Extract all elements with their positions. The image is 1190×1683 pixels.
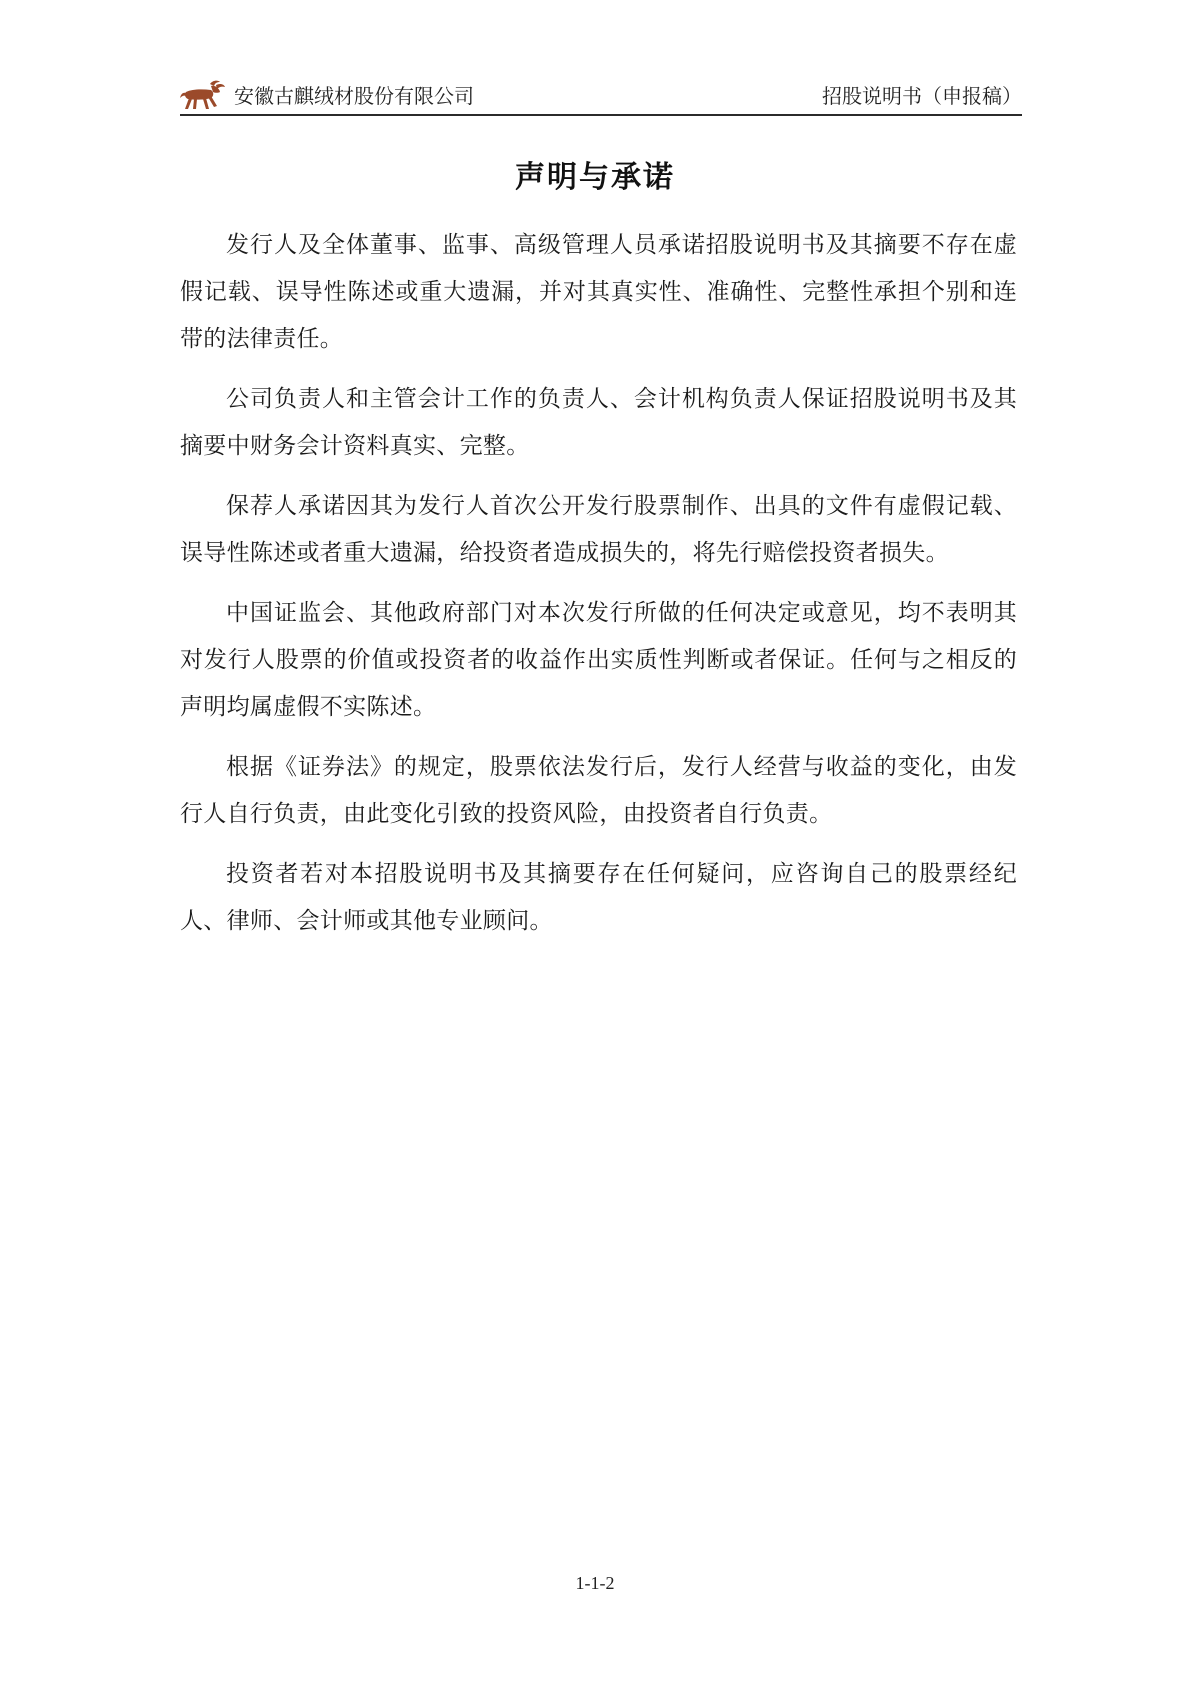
ox-logo-icon bbox=[180, 80, 226, 110]
company-name: 安徽古麒绒材股份有限公司 bbox=[234, 84, 474, 108]
paragraph-securities-law: 根据《证券法》的规定，股票依法发行后，发行人经营与收益的变化，由发行人自行负责，由此变化引致的投资风险，由投资者自行负责。 bbox=[180, 754, 1017, 827]
page-title: 声明与承诺 bbox=[515, 160, 675, 195]
paragraph-investor-advice: 投资者若对本招股说明书及其摘要存在任何疑问，应咨询自己的股票经纪人、律师、会计师或其他专业顾问。 bbox=[180, 861, 1017, 934]
paragraph-csrc-disclaimer: 中国证监会、其他政府部门对本次发行所做的任何决定或意见，均不表明其对发行人股票的价值或投资者的收益作出实质性判断或者保证。任何与之相反的声明均属虚假不实陈述。 bbox=[180, 600, 1017, 720]
paragraph-issuer-commitment: 发行人及全体董事、监事、高级管理人员承诺招股说明书及其摘要不存在虚假记载、误导性陈述或重大遗漏，并对其真实性、准确性、完整性承担个别和连带的法律责任。 bbox=[180, 232, 1017, 352]
page-header bbox=[180, 78, 1022, 116]
statement-body bbox=[180, 222, 1017, 958]
page-number: 1-1-2 bbox=[575, 1573, 615, 1593]
paragraph-financial-guarantee: 公司负责人和主管会计工作的负责人、会计机构负责人保证招股说明书及其摘要中财务会计资料真实、完整。 bbox=[180, 386, 1017, 459]
paragraph-sponsor-commitment: 保荐人承诺因其为发行人首次公开发行股票制作、出具的文件有虚假记载、误导性陈述或者重大遗漏，给投资者造成损失的，将先行赔偿投资者损失。 bbox=[180, 493, 1017, 566]
document-type: 招股说明书（申报稿） bbox=[822, 84, 1022, 108]
